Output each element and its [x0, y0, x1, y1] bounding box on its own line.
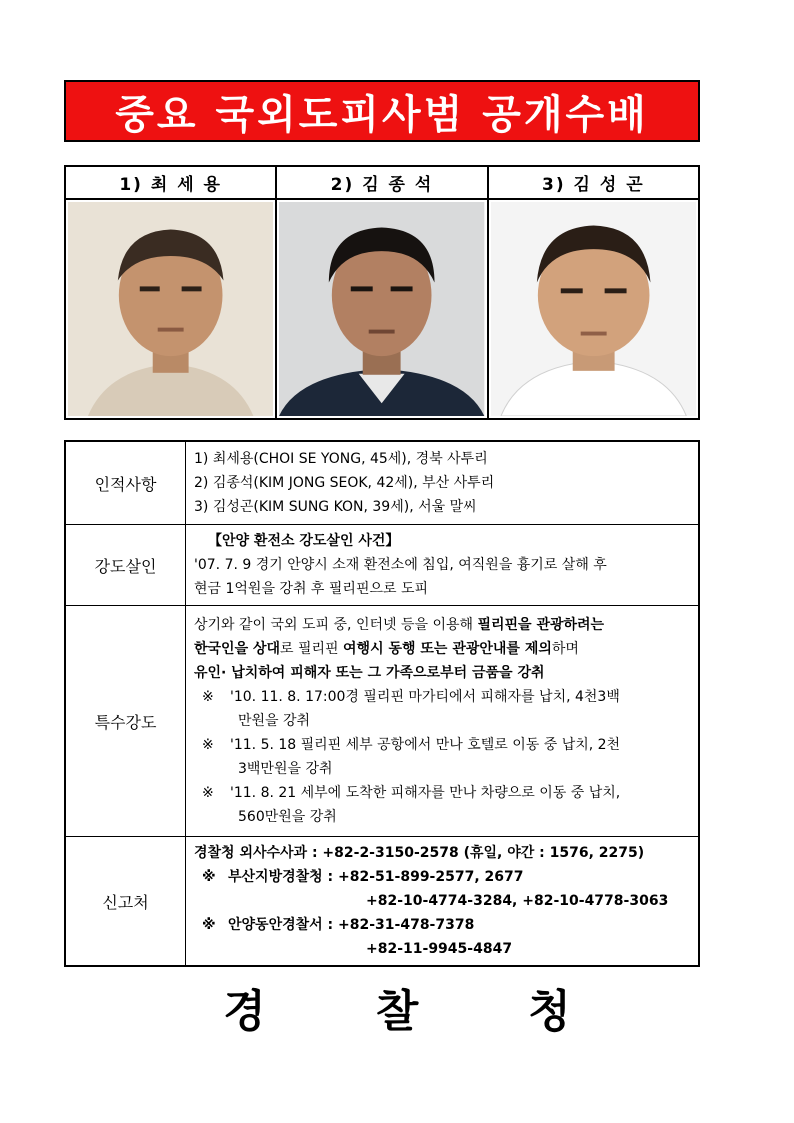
intro-text: 하며: [551, 641, 579, 657]
report-anyang-name: 안양동안경찰서 :: [228, 917, 339, 933]
note-text: '11. 5. 18 필리핀 세부 공항에서 만나 호텔로 이동 중 납치, 2천: [230, 737, 621, 753]
intro-text: 로 필리핀: [280, 641, 344, 657]
report-hq-number: +82-2-3150-2578 (휴일, 야간 : 1576, 2275): [322, 845, 645, 861]
info-table: [64, 440, 700, 967]
report-anyang-number-1: +82-31-478-7378: [338, 917, 475, 933]
suspect-1-column: [66, 167, 277, 418]
robbery-murder-content: [186, 525, 700, 606]
suspect-2-photo: [279, 202, 484, 416]
note-1-line-1: [194, 685, 690, 709]
special-robbery-intro-2: [194, 637, 690, 661]
robbery-murder-label: 강도살인: [65, 525, 186, 606]
issuer-char-1: 경: [223, 986, 266, 1037]
intro-emphasis: 필리핀을 관광하려는: [477, 617, 605, 633]
identity-line-2: 2) 김종석(KIM JONG SEOK, 42세), 부산 사투리: [194, 475, 495, 491]
identity-line-3: 3) 김성곤(KIM SUNG KON, 39세), 서울 말씨: [194, 499, 477, 515]
robbery-murder-line-2: 현금 1억원을 강취 후 필리핀으로 도피: [194, 581, 429, 597]
special-robbery-label: 특수강도: [65, 606, 186, 837]
report-label: 신고처: [65, 837, 186, 967]
robbery-murder-row: [65, 525, 699, 606]
identity-content: [186, 441, 700, 525]
special-robbery-intro-3: 유인· 납치하여 피해자 또는 그 가족으로부터 금품을 강취: [194, 665, 545, 681]
robbery-murder-heading: 【안양 환전소 강도살인 사건】: [208, 533, 400, 549]
banner: [64, 80, 700, 142]
note-2-line-2: 3백만원을 강취: [238, 761, 333, 777]
note-1-line-2: 만원을 강취: [238, 713, 311, 729]
report-anyang-number-2: +82-11-9945-4847: [366, 941, 513, 957]
intro-text: 상기와 같이 국외 도피 중, 인터넷 등을 이용해: [194, 617, 478, 633]
reference-mark-icon: ※: [202, 737, 214, 753]
note-text: '10. 11. 8. 17:00경 필리핀 마가티에서 피해자를 납치, 4천3백: [230, 689, 620, 705]
note-3-line-1: [194, 781, 690, 805]
suspect-3-column: [489, 167, 698, 418]
note-text: '11. 8. 21 세부에 도착한 피해자를 만나 차량으로 이동 중 납치,: [230, 785, 621, 801]
issuer-char-2: 찰: [375, 986, 419, 1037]
identity-label: 인적사항: [65, 441, 186, 525]
robbery-murder-line-1: '07. 7. 9 경기 안양시 소재 환전소에 침입, 여직원을 흉기로 살해 후: [194, 557, 607, 573]
suspect-2-column: [277, 167, 488, 418]
report-busan-number-2: +82-10-4774-3284, +82-10-4778-3063: [366, 893, 669, 909]
intro-emphasis: 여행시 동행 또는 관광안내를 제의: [343, 641, 552, 657]
report-row: [65, 837, 699, 967]
report-busan: [194, 865, 690, 889]
suspect-1-label: 1) 최 세 용: [66, 167, 275, 200]
suspect-3-label: 3) 김 성 곤: [489, 167, 698, 200]
suspect-2-label: 2) 김 종 석: [277, 167, 486, 200]
report-content: [186, 837, 700, 967]
reference-mark-icon: ※: [202, 917, 216, 933]
identity-row: [65, 441, 699, 525]
identity-line-1: 1) 최세용(CHOI SE YONG, 45세), 경북 사투리: [194, 451, 488, 467]
suspect-photo-grid: [64, 165, 700, 420]
intro-emphasis: 한국인을 상대: [194, 641, 281, 657]
reference-mark-icon: ※: [202, 785, 214, 801]
reference-mark-icon: ※: [202, 689, 214, 705]
note-2-line-1: [194, 733, 690, 757]
special-robbery-row: [65, 606, 699, 837]
special-robbery-intro-1: [194, 613, 690, 637]
suspect-3-photo: [491, 202, 696, 416]
report-busan-name: 부산지방경찰청 :: [228, 869, 339, 885]
banner-title: 중요 국외도피사범 공개수배: [115, 91, 649, 138]
issuer-char-3: 청: [528, 986, 571, 1037]
report-busan-number-1: +82-51-899-2577, 2677: [338, 869, 524, 885]
suspect-1-photo: [68, 202, 273, 416]
special-robbery-content: [186, 606, 700, 837]
report-hq: [194, 841, 690, 865]
reference-mark-icon: ※: [202, 869, 216, 885]
note-3-line-2: 560만원을 강취: [238, 809, 337, 825]
report-anyang: [194, 913, 690, 937]
issuer-footer: [0, 975, 794, 1045]
report-hq-name: 경찰청 외사수사과 :: [194, 845, 323, 861]
